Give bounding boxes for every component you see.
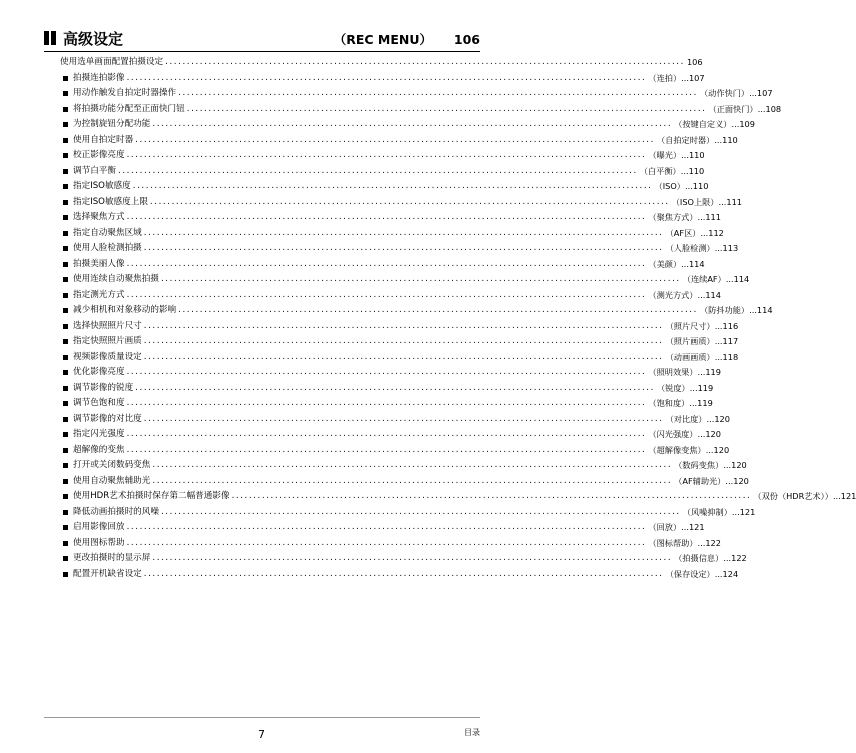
- toc-leader-dots: ........................................................................................................................: [152, 553, 673, 563]
- toc-entry-page: 108: [765, 103, 782, 114]
- toc-entry[interactable]: [60, 536, 721, 552]
- bullet-icon: [63, 463, 68, 468]
- toc-entry-label: 指定闪光强度: [73, 429, 125, 439]
- toc-page-separator: ...: [714, 243, 723, 253]
- toc-entry-page: 122: [731, 553, 747, 563]
- toc-entry[interactable]: [60, 226, 724, 242]
- toc-page-separator: ...: [723, 553, 732, 563]
- bullet-icon: [63, 262, 68, 267]
- toc-entry[interactable]: [60, 567, 739, 583]
- toc-page-separator: ...: [757, 103, 766, 114]
- toc-entry-label: 指定ISO敏感度上限: [73, 196, 148, 207]
- toc-entry-page: 111: [726, 196, 742, 207]
- toc-entry-setting: （饱和度）: [648, 398, 690, 408]
- bullet-icon: [63, 246, 68, 251]
- bullet-icon: [63, 107, 68, 112]
- toc-page-separator: ...: [749, 88, 757, 98]
- toc-entry-setting: （曝光）: [648, 150, 682, 160]
- toc-entry-page: 118: [722, 351, 739, 362]
- toc-entry-page: 121: [739, 506, 756, 517]
- toc-entry-label: 降低动画拍摄时的风噪: [73, 506, 159, 517]
- toc-entry[interactable]: [60, 288, 721, 304]
- toc-entry-label: 减少相机和对象移动的影响: [73, 305, 177, 315]
- toc-leader-dots: ........................................................................................................................: [126, 444, 647, 455]
- toc-entry-setting: （风噪抑制）: [682, 506, 732, 517]
- toc-entry-setting: （AF辅助光）: [674, 475, 726, 486]
- toc-page-separator: ...: [681, 258, 689, 269]
- toc-leader-dots: ........................................................................................................................: [152, 475, 673, 486]
- toc-leader-dots: ........................................................................................................................: [152, 119, 673, 129]
- bullet-icon: [63, 541, 68, 546]
- bullet-icon: [63, 494, 68, 499]
- toc-entry-setting: （ISO上限）: [671, 196, 719, 207]
- toc-entry-page: 107: [688, 72, 705, 83]
- toc-entry-setting: （图标帮助）: [648, 537, 698, 548]
- toc-page-separator: ...: [714, 351, 723, 362]
- toc-leader-dots: ........................................................................................................................: [126, 367, 647, 377]
- table-of-contents: [60, 55, 856, 582]
- toc-page-separator: ...: [689, 398, 698, 408]
- toc-leader-dots: ........................................................................................................................: [126, 289, 647, 300]
- bullet-icon: [63, 386, 68, 391]
- bullet-icon: [63, 448, 68, 453]
- toc-entry-page: 117: [722, 336, 739, 346]
- toc-entry[interactable]: [60, 133, 738, 149]
- toc-entry-setting: （拍摄信息）: [674, 553, 724, 563]
- toc-leader-dots: ........................................................................................................................: [160, 506, 681, 517]
- toc-entry-page: 110: [722, 134, 738, 145]
- bullet-icon: [63, 76, 68, 81]
- toc-entry[interactable]: [60, 148, 705, 164]
- page-header: [44, 29, 480, 51]
- toc-entry-page: 120: [705, 429, 721, 439]
- bullet-icon: [63, 479, 68, 484]
- toc-entry[interactable]: [60, 489, 856, 505]
- toc-entry-page: 111: [705, 212, 721, 222]
- bullet-icon: [63, 122, 68, 127]
- toc-entry-label: 优化影像亮度: [73, 367, 125, 377]
- bullet-icon: [63, 355, 68, 360]
- toc-entry[interactable]: [60, 102, 782, 118]
- toc-leader-dots: ........................................................................................................................: [143, 320, 664, 331]
- toc-entry-setting: （自拍定时器）: [656, 134, 715, 145]
- toc-entry-label: 选择聚焦方式: [73, 212, 125, 222]
- toc-entry-label: 使用HDR艺术拍摄时保存第二幅普通影像: [73, 491, 230, 501]
- toc-leader-dots: ........................................................................................................................: [117, 165, 638, 176]
- toc-entry[interactable]: [60, 257, 705, 273]
- toc-entry-label: 为控制旋钮分配功能: [73, 119, 151, 129]
- toc-leader-dots: ........................................................................................................................: [178, 305, 698, 315]
- toc-entry-label: 启用影像回放: [73, 522, 125, 532]
- toc-entry-setting: （连拍）: [648, 72, 682, 83]
- toc-page-separator: ...: [681, 150, 689, 160]
- toc-leader-dots: ........................................................................................................................: [135, 382, 655, 393]
- toc-entry[interactable]: [60, 350, 739, 366]
- toc-entry-label: 指定自动聚焦区域: [73, 227, 142, 238]
- toc-leader-dots: ........................................................................................................................: [126, 429, 647, 439]
- toc-entry[interactable]: [60, 71, 705, 87]
- toc-entry-page: 107: [756, 88, 773, 98]
- toc-entry-page: 124: [722, 568, 739, 579]
- toc-entry-setting: （对比度）: [665, 413, 707, 424]
- toc-page-separator: ...: [680, 165, 689, 176]
- toc-entry-page: 119: [697, 398, 713, 408]
- toc-page-separator: ...: [714, 134, 723, 145]
- toc-entry-setting: （防抖功能）: [699, 305, 750, 315]
- toc-leader-dots: ........................................................................................................................: [132, 181, 653, 191]
- toc-leader-dots: ........................................................................................................................: [152, 460, 673, 470]
- toc-leader-dots: ........................................................................................................................: [126, 522, 647, 532]
- toc-entry[interactable]: [60, 458, 747, 474]
- toc-leader-dots: ........................................................................................................................: [149, 196, 670, 207]
- toc-page-separator: ...: [697, 212, 706, 222]
- bullet-icon: [63, 324, 68, 329]
- toc-leader-dots: ........................................................................................................................: [126, 72, 647, 83]
- toc-page-separator: ...: [714, 320, 723, 331]
- toc-entry[interactable]: [60, 272, 750, 288]
- toc-entry-page: 110: [688, 165, 705, 176]
- toc-entry[interactable]: [60, 117, 755, 133]
- toc-leader-dots: ........................................................................................................................: [165, 57, 685, 67]
- toc-entry-setting: （双份（HDR艺术））: [753, 491, 833, 501]
- toc-entry-setting: （照片尺寸）: [665, 320, 715, 331]
- toc-leader-dots: ........................................................................................................................: [126, 258, 647, 269]
- toc-entry-page: 120: [731, 460, 747, 470]
- bullet-icon: [63, 91, 68, 96]
- toc-leader-dots: ........................................................................................................................: [178, 88, 698, 98]
- toc-intro-entry[interactable]: [60, 55, 703, 71]
- toc-entry-label: 调节影像的对比度: [73, 413, 142, 424]
- toc-entry-page: 109: [739, 119, 755, 129]
- toc-page-separator: ...: [697, 289, 706, 300]
- toc-entry-setting: （锐度）: [656, 382, 690, 393]
- bullet-icon: [63, 417, 68, 422]
- toc-entry-page: 116: [722, 320, 739, 331]
- header-divider: [44, 51, 480, 52]
- menu-name: （REC MENU）: [333, 32, 432, 47]
- bullet-icon: [63, 231, 68, 236]
- bullet-icon: [63, 370, 68, 375]
- bullet-icon: [63, 153, 68, 158]
- bullet-icon: [63, 308, 68, 313]
- toc-entry[interactable]: [60, 551, 747, 567]
- bullet-icon: [63, 432, 68, 437]
- toc-page-separator: ...: [718, 196, 727, 207]
- toc-entry[interactable]: [60, 319, 739, 335]
- bullet-icon: [63, 169, 68, 174]
- toc-page-separator: ...: [681, 72, 689, 83]
- toc-page-separator: ...: [749, 305, 757, 315]
- toc-leader-dots: ........................................................................................................................: [143, 568, 664, 579]
- toc-entry-setting: （AF区）: [665, 227, 701, 238]
- page-number: 7: [258, 728, 265, 741]
- toc-entry-label: 拍摄连拍影像: [73, 72, 125, 83]
- toc-entry-page: 119: [705, 367, 721, 377]
- toc-leader-dots: ........................................................................................................................: [160, 274, 681, 284]
- toc-entry[interactable]: [60, 210, 721, 226]
- toc-entry-setting: （照明效果）: [648, 367, 698, 377]
- toc-page-separator: ...: [714, 568, 723, 579]
- toc-leader-dots: ........................................................................................................................: [126, 212, 647, 222]
- toc-leader-dots: ........................................................................................................................: [231, 491, 752, 501]
- toc-entry[interactable]: [60, 381, 714, 397]
- bullet-icon: [63, 184, 68, 189]
- toc-entry-setting: （动作快门）: [699, 88, 750, 98]
- toc-entry-label: 校正影像亮度: [73, 150, 125, 160]
- toc-leader-dots: ........................................................................................................................: [143, 351, 664, 362]
- bullet-icon: [63, 525, 68, 530]
- toc-entry-label: 调节影像的锐度: [73, 382, 134, 393]
- toc-entry-label: 打开或关闭数码变焦: [73, 460, 151, 470]
- toc-entry-setting: （回放）: [648, 522, 682, 532]
- toc-entry-page: 114: [688, 258, 705, 269]
- toc-entry-page: 114: [733, 274, 750, 284]
- toc-entry[interactable]: [60, 443, 730, 459]
- toc-leader-dots: ........................................................................................................................: [126, 398, 647, 408]
- toc-page-separator: ...: [832, 491, 841, 501]
- toc-leader-dots: ........................................................................................................................: [143, 243, 664, 253]
- bullet-icon: [63, 215, 68, 220]
- section-marker-icon: [44, 31, 57, 45]
- toc-entry-setting: （美颜）: [648, 258, 682, 269]
- toc-page-separator: ...: [697, 429, 706, 439]
- toc-entry-label: 用动作触发自拍定时器操作: [73, 88, 177, 98]
- toc-leader-dots: ........................................................................................................................: [126, 150, 647, 160]
- toc-entry-setting: （闪光强度）: [648, 429, 698, 439]
- section-page-number: 106: [453, 32, 480, 47]
- bullet-icon: [63, 339, 68, 344]
- toc-entry[interactable]: [60, 86, 773, 102]
- toc-entry-setting: （照片画质）: [665, 336, 715, 346]
- toc-page-separator: ...: [684, 181, 693, 191]
- toc-entry-page: 114: [705, 289, 721, 300]
- toc-entry-setting: （超解像变焦）: [648, 444, 706, 455]
- toc-entry-label: 选择快照照片尺寸: [73, 320, 142, 331]
- toc-item-list: [60, 71, 856, 583]
- toc-entry[interactable]: [60, 303, 773, 319]
- toc-entry[interactable]: [60, 164, 705, 180]
- toc-entry-page: 121: [688, 522, 705, 532]
- toc-page-separator: ...: [714, 336, 723, 346]
- toc-page-separator: ...: [697, 367, 706, 377]
- toc-entry-page: 114: [756, 305, 773, 315]
- toc-page-separator: ...: [697, 537, 706, 548]
- toc-entry-setting: （测光方式）: [648, 289, 698, 300]
- toc-entry-label: 调节白平衡: [73, 165, 116, 176]
- toc-leader-dots: ........................................................................................................................: [143, 336, 664, 346]
- toc-leader-dots: ........................................................................................................................: [143, 227, 664, 238]
- toc-entry-label: 指定ISO敏感度: [73, 181, 131, 191]
- toc-page-separator: ...: [725, 475, 734, 486]
- toc-entry-label: 使用自拍定时器: [73, 134, 134, 145]
- toc-entry[interactable]: [60, 195, 742, 211]
- toc-entry-page: 122: [705, 537, 721, 548]
- toc-entry-label: 使用连续自动聚焦拍摄: [73, 274, 159, 284]
- toc-entry[interactable]: [60, 179, 709, 195]
- toc-entry-label: 指定快照照片画质: [73, 336, 142, 346]
- footer-divider: [44, 717, 480, 718]
- toc-entry[interactable]: [60, 334, 739, 350]
- toc-entry-page: 106: [686, 57, 703, 67]
- toc-entry-page: 110: [688, 150, 705, 160]
- toc-entry-label: 配置开机缺省设定: [73, 568, 142, 579]
- bullet-icon: [63, 401, 68, 406]
- toc-entry-setting: （连续AF）: [682, 274, 726, 284]
- bullet-icon: [63, 200, 68, 205]
- toc-entry[interactable]: [60, 505, 756, 521]
- toc-entry-page: 120: [733, 475, 749, 486]
- toc-entry[interactable]: [60, 241, 739, 257]
- toc-page-separator: ...: [725, 274, 734, 284]
- toc-entry-setting: （白平衡）: [639, 165, 681, 176]
- bullet-icon: [63, 138, 68, 143]
- toc-entry-label: 指定测光方式: [73, 289, 125, 300]
- toc-entry-setting: （聚焦方式）: [648, 212, 698, 222]
- bullet-icon: [63, 293, 68, 298]
- toc-page-separator: ...: [689, 382, 698, 393]
- toc-entry-label: 使用选单画面配置拍摄设定: [60, 57, 164, 67]
- toc-entry-label: 将拍摄功能分配至正面快门钮: [73, 103, 185, 114]
- toc-entry-label: 拍摄美丽人像: [73, 258, 125, 269]
- toc-page-separator: ...: [705, 444, 714, 455]
- toc-leader-dots: ........................................................................................................................: [186, 103, 707, 114]
- toc-entry-label: 使用人脸检测拍摄: [73, 243, 142, 253]
- toc-entry-page: 120: [714, 413, 730, 424]
- toc-entry-setting: （保存设定）: [665, 568, 715, 579]
- section-title: 高级设定: [63, 30, 124, 48]
- toc-entry-setting: （ISO）: [654, 181, 685, 191]
- toc-entry[interactable]: [60, 412, 730, 428]
- toc-entry-label: 使用图标帮助: [73, 537, 125, 548]
- toc-entry-setting: （按键自定义）: [674, 119, 732, 129]
- toc-page-separator: ...: [731, 119, 740, 129]
- toc-entry-label: 更改拍摄时的显示屏: [73, 553, 151, 563]
- toc-leader-dots: ........................................................................................................................: [126, 537, 647, 548]
- toc-entry[interactable]: [60, 365, 721, 381]
- toc-entry-label: 超解像的变焦: [73, 444, 125, 455]
- toc-leader-dots: ........................................................................................................................: [135, 134, 655, 145]
- toc-entry-setting: （人脸检测）: [665, 243, 715, 253]
- toc-entry-page: 110: [692, 181, 709, 191]
- toc-page-separator: ...: [700, 227, 709, 238]
- toc-entry-label: 使用自动聚焦辅助光: [73, 475, 151, 486]
- toc-entry-label: 视频影像质量设定: [73, 351, 142, 362]
- toc-page-separator: ...: [706, 413, 715, 424]
- toc-page-separator: ...: [723, 460, 732, 470]
- toc-page-separator: ...: [681, 522, 689, 532]
- footer-toc-link[interactable]: 目录: [464, 728, 480, 737]
- toc-entry[interactable]: [60, 396, 713, 412]
- bullet-icon: [63, 572, 68, 577]
- toc-entry-label: 调节色饱和度: [73, 398, 125, 408]
- toc-leader-dots: ........................................................................................................................: [143, 413, 664, 424]
- toc-entry-setting: （数码变焦）: [674, 460, 724, 470]
- bullet-icon: [63, 277, 68, 282]
- toc-page-separator: ...: [731, 506, 740, 517]
- toc-entry[interactable]: [60, 474, 749, 490]
- toc-entry-page: 120: [713, 444, 730, 455]
- toc-entry[interactable]: [60, 427, 721, 443]
- bullet-icon: [63, 510, 68, 515]
- toc-entry-setting: （正面快门）: [708, 103, 758, 114]
- toc-entry-page: 119: [697, 382, 714, 393]
- toc-entry-page: 121: [840, 491, 856, 501]
- toc-entry-page: 113: [722, 243, 739, 253]
- toc-entry[interactable]: [60, 520, 705, 536]
- toc-entry-setting: （动画画质）: [665, 351, 715, 362]
- toc-entry-page: 112: [708, 227, 724, 238]
- bullet-icon: [63, 556, 68, 561]
